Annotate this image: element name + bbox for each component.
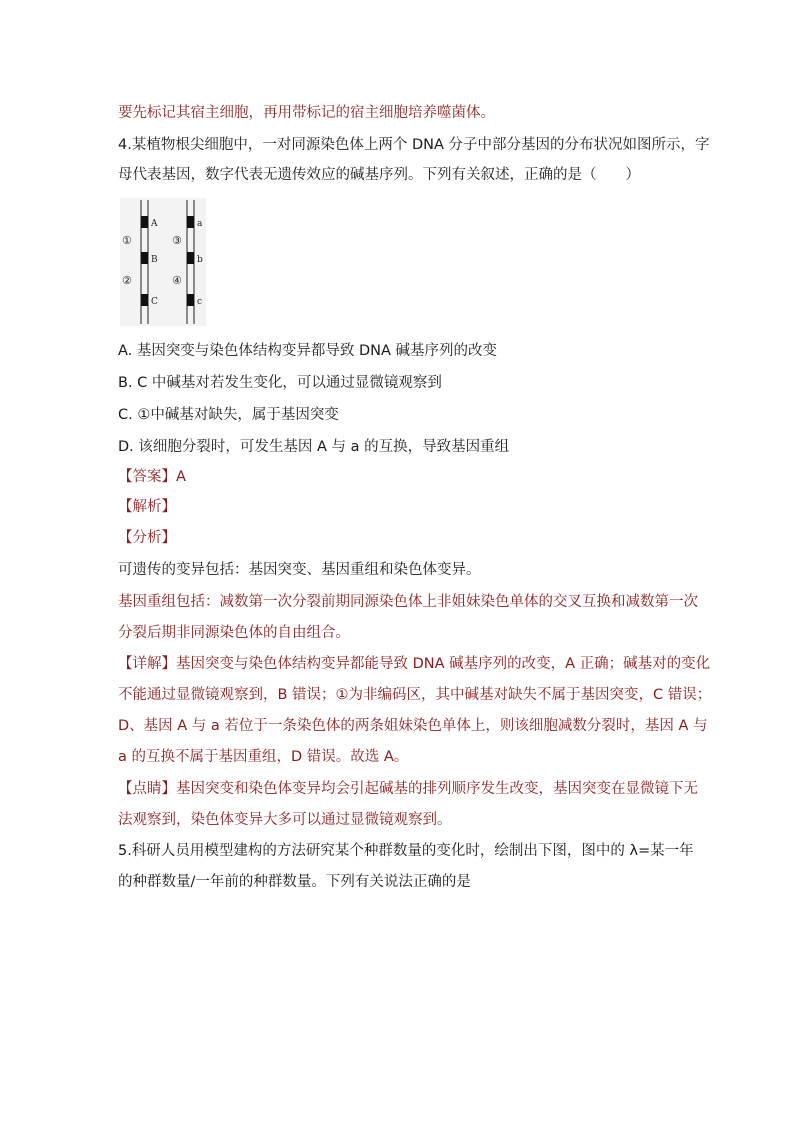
analysis-p2-line-1: 基因重组包括：减数第一次分裂前期同源染色体上非姐妹染色单体的交叉互换和减数第一次 [118,594,698,610]
dianjing-line-1 [118,780,698,798]
region-label-1: ① [122,234,132,247]
region-label-4: ④ [172,274,182,287]
gene-block-A [141,216,148,228]
answer-value: A [176,469,186,485]
question-4-line-1: 4.某植物根尖细胞中，一对同源染色体上两个 DNA 分子中部分基因的分布状况如图所示，字 [118,137,710,153]
question-5-line-2: 的种群数量/一年前的种群数量。下列有关说法正确的是 [118,874,471,890]
gene-block-a [187,216,194,228]
answer-tag: 【答案】 [118,469,176,485]
dianjing-text-1: 基因突变和染色体变异均会引起碱基的排列顺序发生改变，基因突变在显微镜下无 [176,781,698,797]
detail-line-1 [118,655,710,673]
chromosome-diagram [120,198,206,326]
region-label-2: ② [122,274,132,287]
detail-line-2: 不能通过显微镜观察到，B 错误；①为非编码区，其中碱基对缺失不属于基因突变，C 错误； [118,687,712,703]
question-4-line-2: 母代表基因，数字代表无遗传效应的碱基序列。下列有关叙述，正确的是（ ） [118,167,640,183]
option-b: B. C 中碱基对若发生变化，可以通过显微镜观察到 [118,375,442,391]
dianjing-tag: 【点睛】 [118,781,176,797]
gene-label-a: a [197,219,203,229]
detail-tag: 【详解】 [118,656,176,672]
line-prev-answer: 要先标记其宿主细胞，再用带标记的宿主细胞培养噬菌体。 [118,105,495,121]
answer-line [118,468,186,486]
analysis-p1: 可遗传的变异包括：基因突变、基因重组和染色体变异。 [118,562,481,578]
question-5-line-1: 5.科研人员用模型建构的方法研究某个种群数量的变化时，绘制出下图，图中的 λ=某一年 [118,843,694,859]
gene-block-c [187,294,194,306]
gene-block-B [141,252,148,264]
detail-line-4: a 的互换不属于基因重组，D 错误。故选 A。 [118,749,409,765]
analysis-heading: 【解析】 [118,499,176,515]
gene-block-C [141,294,148,306]
region-label-3: ③ [172,234,182,247]
gene-label-A: A [151,219,158,229]
option-a: A. 基因突变与染色体结构变异都导致 DNA 碱基序列的改变 [118,343,498,359]
gene-block-b [187,252,194,264]
fenxi-heading: 【分析】 [118,530,176,546]
gene-label-C: C [151,297,158,307]
detail-line-3: D、基因 A 与 a 若位于一条染色体的两条姐妹染色单体上，则该细胞减数分裂时，基因 A 与 [118,718,708,734]
detail-text-1: 基因突变与染色体结构变异都能导致 DNA 碱基序列的改变，A 正确；碱基对的变化 [176,656,711,672]
option-c: C. ①中碱基对缺失，属于基因突变 [118,407,339,423]
gene-label-b: b [197,255,203,265]
gene-label-B: B [151,255,158,265]
dianjing-line-2: 法观察到，染色体变异大多可以通过显微镜观察到。 [118,812,452,828]
option-d: D. 该细胞分裂时，可发生基因 A 与 a 的互换，导致基因重组 [118,439,510,455]
gene-label-c: c [197,297,203,307]
analysis-p2-line-2: 分裂后期非同源染色体的自由组合。 [118,625,350,641]
